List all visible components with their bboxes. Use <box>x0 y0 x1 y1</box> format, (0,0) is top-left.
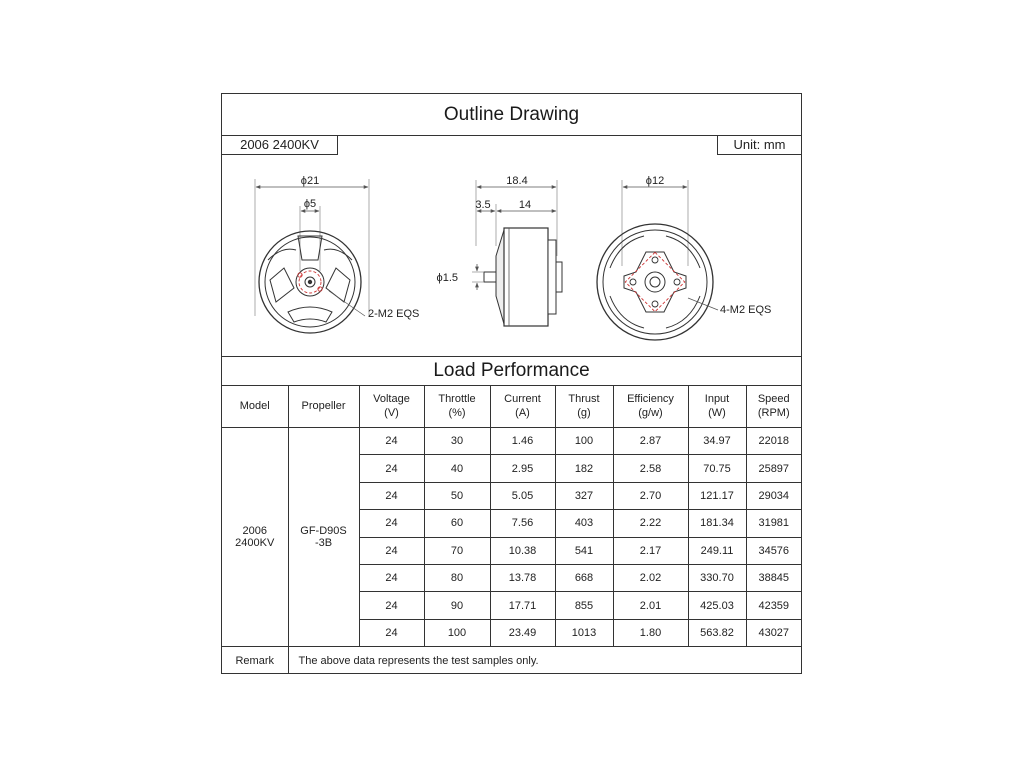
thrust-cell: 327 <box>555 482 613 509</box>
header-current: Current (A) <box>490 385 555 428</box>
input-cell: 425.03 <box>688 592 746 619</box>
efficiency-cell: 2.02 <box>613 564 688 591</box>
rear-diameter-label: ϕ12 <box>645 175 665 187</box>
load-performance-table <box>222 385 801 674</box>
rear-view-drawing <box>597 175 771 340</box>
speed-cell: 34576 <box>746 537 801 564</box>
thrust-cell: 403 <box>555 510 613 537</box>
header-voltage: Voltage (V) <box>359 385 424 428</box>
voltage-cell: 24 <box>359 564 424 591</box>
side-shaft-length-label: 3.5 <box>475 199 491 211</box>
spec-sheet <box>221 93 802 674</box>
header-propeller: Propeller <box>288 385 359 428</box>
header-model: Model <box>222 385 288 428</box>
throttle-cell: 80 <box>424 564 490 591</box>
current-cell: 17.71 <box>490 592 555 619</box>
efficiency-cell: 2.17 <box>613 537 688 564</box>
input-cell: 34.97 <box>688 428 746 455</box>
header-throttle: Throttle (%) <box>424 385 490 428</box>
thrust-cell: 541 <box>555 537 613 564</box>
propeller-cell: GF-D90S -3B <box>288 428 359 647</box>
remark-text: The above data represents the test samples only. <box>288 647 801 675</box>
voltage-cell: 24 <box>359 537 424 564</box>
throttle-cell: 60 <box>424 510 490 537</box>
thrust-cell: 182 <box>555 455 613 482</box>
speed-cell: 42359 <box>746 592 801 619</box>
outline-drawing-title: Outline Drawing <box>222 94 801 136</box>
side-length-label: 18.4 <box>506 175 528 187</box>
header-efficiency: Efficiency (g/w) <box>613 385 688 428</box>
table-row <box>222 428 801 455</box>
current-cell: 10.38 <box>490 537 555 564</box>
header-input: Input (W) <box>688 385 746 428</box>
current-cell: 13.78 <box>490 564 555 591</box>
side-body-length-label: 14 <box>518 199 532 211</box>
input-cell: 121.17 <box>688 482 746 509</box>
header-thrust: Thrust (g) <box>555 385 613 428</box>
voltage-cell: 24 <box>359 482 424 509</box>
input-cell: 249.11 <box>688 537 746 564</box>
side-view-drawing <box>437 175 562 326</box>
efficiency-cell: 2.70 <box>613 482 688 509</box>
thrust-cell: 855 <box>555 592 613 619</box>
input-cell: 181.34 <box>688 510 746 537</box>
voltage-cell: 24 <box>359 510 424 537</box>
current-cell: 7.56 <box>490 510 555 537</box>
remark-row <box>222 647 801 675</box>
voltage-cell: 24 <box>359 619 424 646</box>
voltage-cell: 24 <box>359 455 424 482</box>
header-speed: Speed (RPM) <box>746 385 801 428</box>
front-screw-label: 2-M2 EQS <box>368 308 420 320</box>
speed-cell: 25897 <box>746 455 801 482</box>
unit-label: Unit: mm <box>717 135 801 155</box>
input-cell: 70.75 <box>688 455 746 482</box>
speed-cell: 29034 <box>746 482 801 509</box>
front-shaft-label: ϕ5 <box>303 198 317 210</box>
model-cell: 2006 2400KV <box>222 428 288 647</box>
efficiency-cell: 2.22 <box>613 510 688 537</box>
throttle-cell: 90 <box>424 592 490 619</box>
current-cell: 5.05 <box>490 482 555 509</box>
table-header-row <box>222 385 801 428</box>
current-cell: 2.95 <box>490 455 555 482</box>
thrust-cell: 668 <box>555 564 613 591</box>
current-cell: 1.46 <box>490 428 555 455</box>
speed-cell: 31981 <box>746 510 801 537</box>
speed-cell: 43027 <box>746 619 801 646</box>
throttle-cell: 100 <box>424 619 490 646</box>
voltage-cell: 24 <box>359 592 424 619</box>
throttle-cell: 40 <box>424 455 490 482</box>
motor-model-label: 2006 2400KV <box>222 135 338 155</box>
current-cell: 23.49 <box>490 619 555 646</box>
input-cell: 330.70 <box>688 564 746 591</box>
throttle-cell: 50 <box>424 482 490 509</box>
efficiency-cell: 2.87 <box>613 428 688 455</box>
efficiency-cell: 2.01 <box>613 592 688 619</box>
remark-label: Remark <box>222 647 288 675</box>
load-performance-title: Load Performance <box>222 356 801 386</box>
throttle-cell: 30 <box>424 428 490 455</box>
efficiency-cell: 1.80 <box>613 619 688 646</box>
thrust-cell: 100 <box>555 428 613 455</box>
outline-drawings <box>222 156 801 356</box>
voltage-cell: 24 <box>359 428 424 455</box>
efficiency-cell: 2.58 <box>613 455 688 482</box>
speed-cell: 38845 <box>746 564 801 591</box>
front-diameter-label: ϕ21 <box>300 175 320 187</box>
rear-screw-label: 4-M2 EQS <box>720 304 772 316</box>
speed-cell: 22018 <box>746 428 801 455</box>
front-view-drawing <box>255 175 419 333</box>
side-shaft-diameter-label: ϕ1.5 <box>436 272 458 284</box>
input-cell: 563.82 <box>688 619 746 646</box>
throttle-cell: 70 <box>424 537 490 564</box>
thrust-cell: 1013 <box>555 619 613 646</box>
